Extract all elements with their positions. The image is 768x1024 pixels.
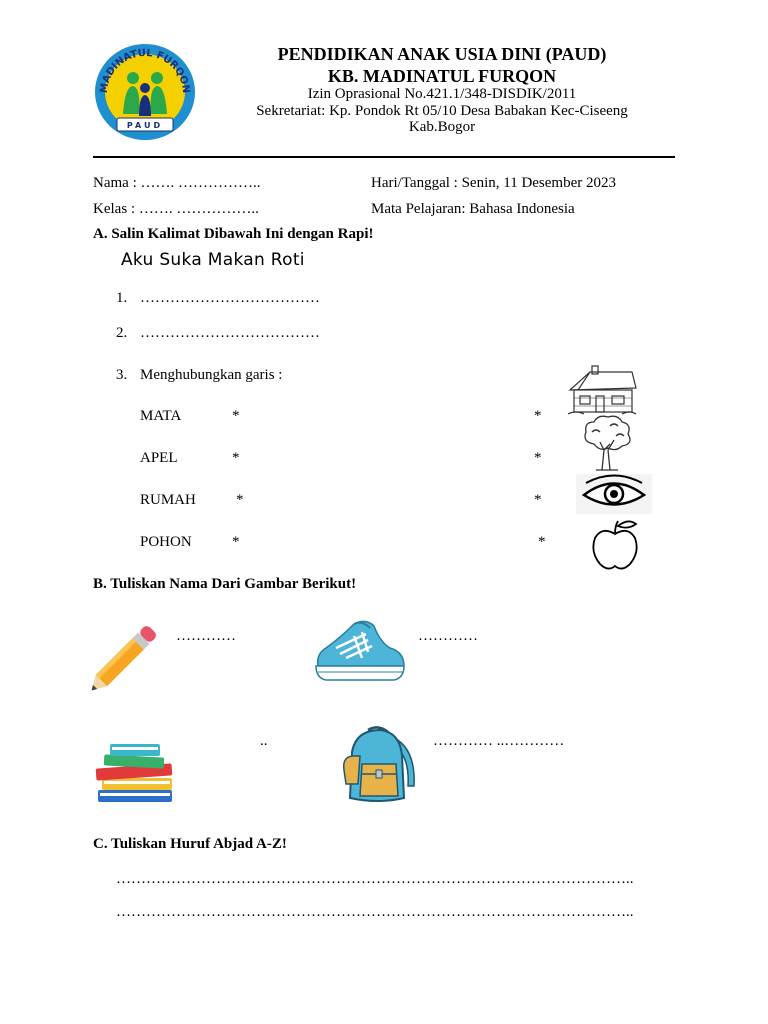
section-b-title: B. Tuliskan Nama Dari Gambar Berikut! [93,576,357,592]
header-line-2: KB. MADINATUL FURQON [327,66,557,86]
answer-blank-backpack: ………… ..………… [433,733,565,749]
match-star-right: * [538,534,546,550]
header-address-1: Sekretariat: Kp. Pondok Rt 05/10 Desa Babakan Kec-Ciseeng [256,103,628,119]
item-3-number: 3. [116,367,128,383]
logo-banner-text: PAUD [126,121,164,130]
item-3-text: Menghubungkan garis : [140,367,283,383]
match-star-left: * [232,408,240,424]
section-a-title: A. Salin Kalimat Dibawah Ini dengan Rapi! [93,226,374,242]
header-divider [93,156,675,158]
field-mata-pelajaran: Mata Pelajaran: Bahasa Indonesia [371,201,575,217]
match-star-right: * [534,450,542,466]
item-1-number: 1. [116,290,128,306]
answer-blank-books: .. [260,733,268,749]
match-star-left: * [232,534,240,550]
copy-sentence: Aku Suka Makan Roti [121,250,305,270]
answer-blank-pencil: ………… [176,628,236,644]
item-1-answer-line: ……………………………… [140,290,320,306]
match-star-left: * [232,450,240,466]
shoe-icon [314,616,406,686]
header-permit: Izin Oprasional No.421.1/348-DISDIK/2011 [307,86,577,102]
match-star-right: * [534,408,542,424]
match-word: MATA [140,408,182,424]
house-icon [566,366,638,416]
item-2-answer-line: ……………………………… [140,325,320,341]
field-nama: Nama : ……. …………….. [93,175,261,191]
field-kelas: Kelas : ……. …………….. [93,201,259,217]
match-star-left: * [236,492,244,508]
section-c-title: C. Tuliskan Huruf Abjad A-Z! [93,836,287,852]
pencil-icon [92,618,166,688]
header-address-2: Kab.Bogor [408,119,476,135]
backpack-icon [338,726,422,804]
school-logo [93,42,197,142]
logo-ring-text: MADINATUL FURQON [98,47,192,94]
item-2-number: 2. [116,325,128,341]
alphabet-line-1: ………………………………………………………………………………………….. [116,871,634,887]
match-word: APEL [140,450,178,466]
match-word: RUMAH [140,492,196,508]
field-hari-tanggal: Hari/Tanggal : Senin, 11 Desember 2023 [371,175,617,191]
eye-icon [576,474,652,514]
header-line-1: PENDIDIKAN ANAK USIA DINI (PAUD) [277,44,607,64]
alphabet-line-2: ………………………………………………………………………………………….. [116,904,634,920]
books-icon [94,740,180,806]
apple-icon [588,518,642,572]
match-star-right: * [534,492,542,508]
answer-blank-shoe: ………… [418,628,478,644]
match-word: POHON [140,534,192,550]
tree-icon [580,414,634,472]
